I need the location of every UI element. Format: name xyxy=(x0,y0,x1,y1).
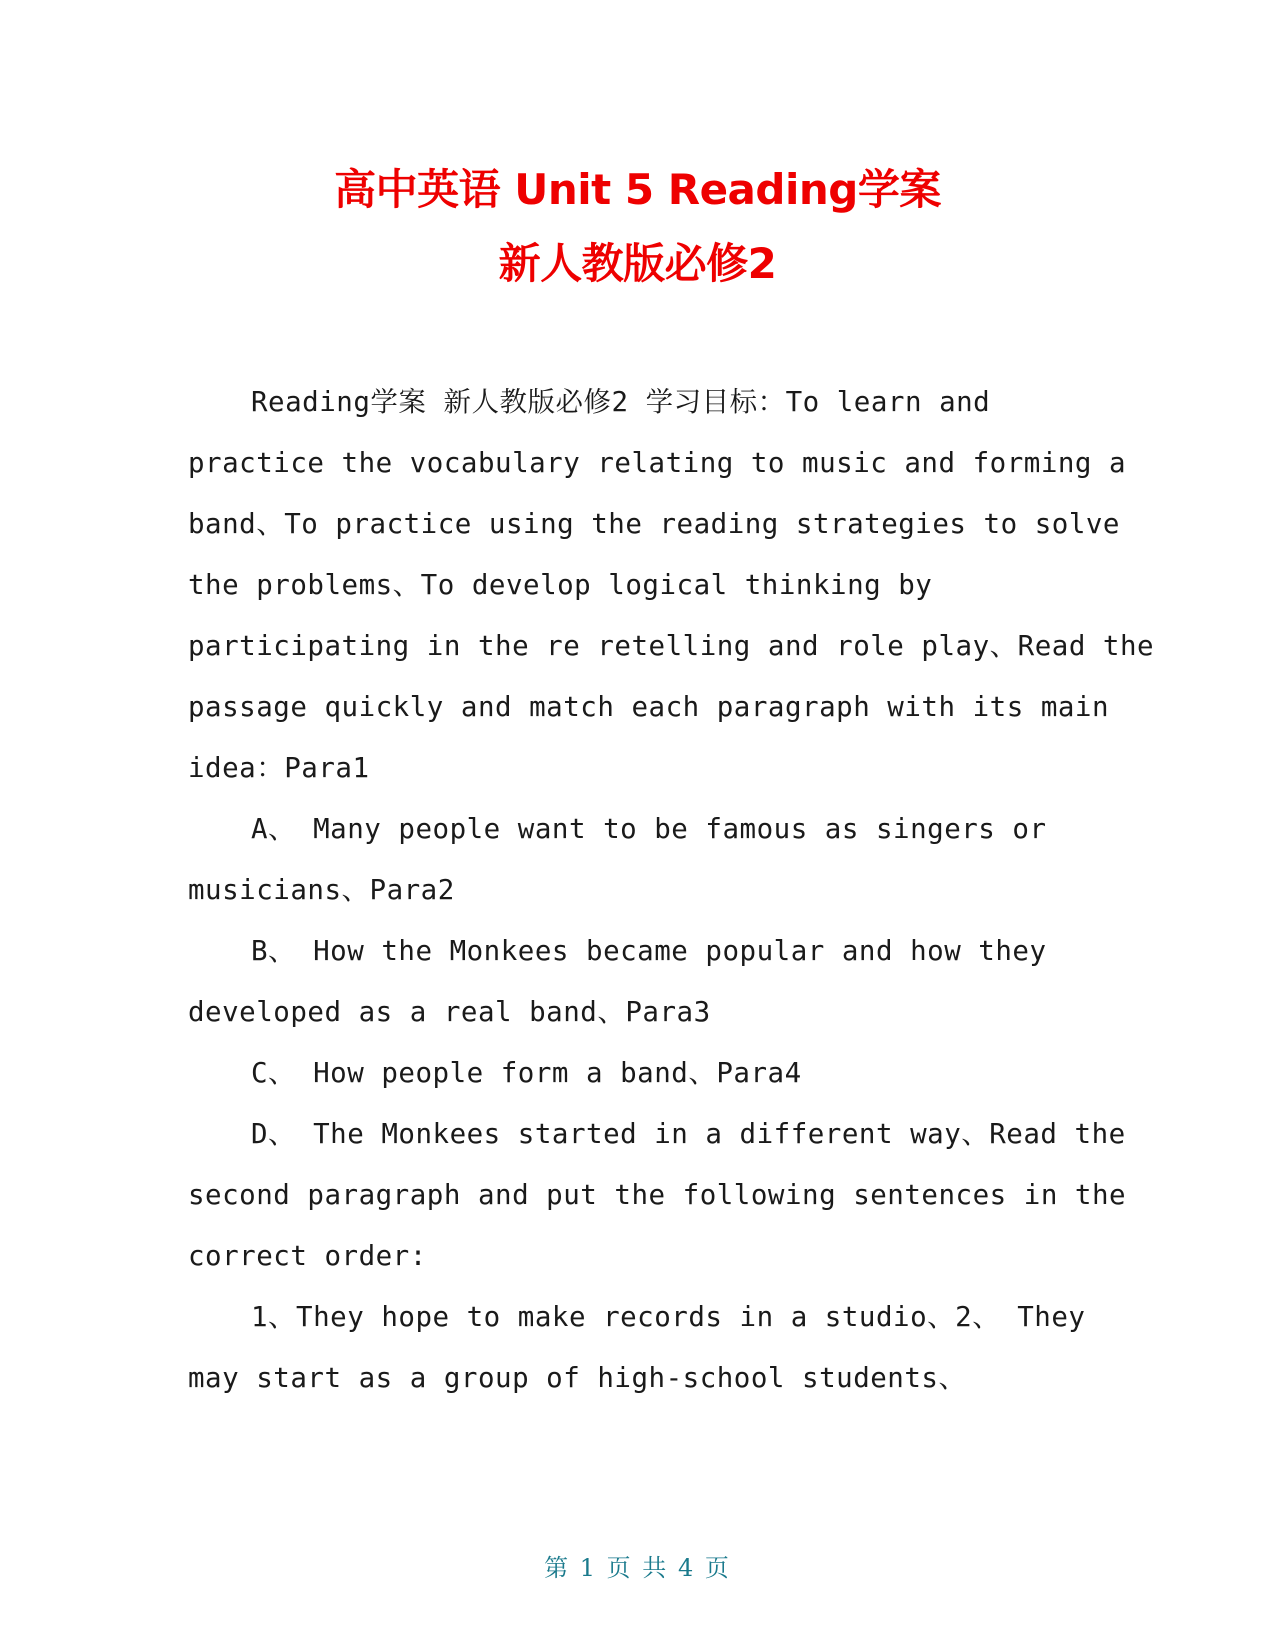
body-line: A、 Many people want to be famous as singers or xyxy=(251,813,1047,845)
body-line: Reading学案 新人教版必修2 学习目标：To learn and xyxy=(251,386,991,418)
body-line: musicians、Para2 xyxy=(188,874,455,906)
body-line: developed as a real band、Para3 xyxy=(188,996,711,1028)
body-line: may start as a group of high-school students、 xyxy=(188,1362,967,1394)
body-line: the problems、To develop logical thinking by xyxy=(188,569,933,601)
body-line: practice the vocabulary relating to music and forming a xyxy=(188,447,1127,479)
body-line: passage quickly and match each paragraph with its main xyxy=(188,691,1110,723)
page-number-footer: 第 1 页 共 4 页 xyxy=(544,1554,731,1582)
document-title: 高中英语 Unit 5 Reading学案 xyxy=(334,165,941,214)
body-line: D、 The Monkees started in a different way、Read the xyxy=(251,1118,1126,1150)
body-line: 1、They hope to make records in a studio、2、 They xyxy=(251,1301,1086,1333)
document-subtitle: 新人教版必修2 xyxy=(498,239,777,288)
body-line: idea：Para1 xyxy=(188,752,370,784)
body-line: participating in the re retelling and role play、Read the xyxy=(188,630,1155,662)
body-line: correct order: xyxy=(188,1240,427,1272)
body-line: B、 How the Monkees became popular and how they xyxy=(251,935,1047,967)
document-body xyxy=(188,372,1155,1409)
body-line: second paragraph and put the following sentences in the xyxy=(188,1179,1127,1211)
body-line: band、To practice using the reading strategies to solve xyxy=(188,508,1120,540)
body-line: C、 How people form a band、Para4 xyxy=(251,1057,802,1089)
